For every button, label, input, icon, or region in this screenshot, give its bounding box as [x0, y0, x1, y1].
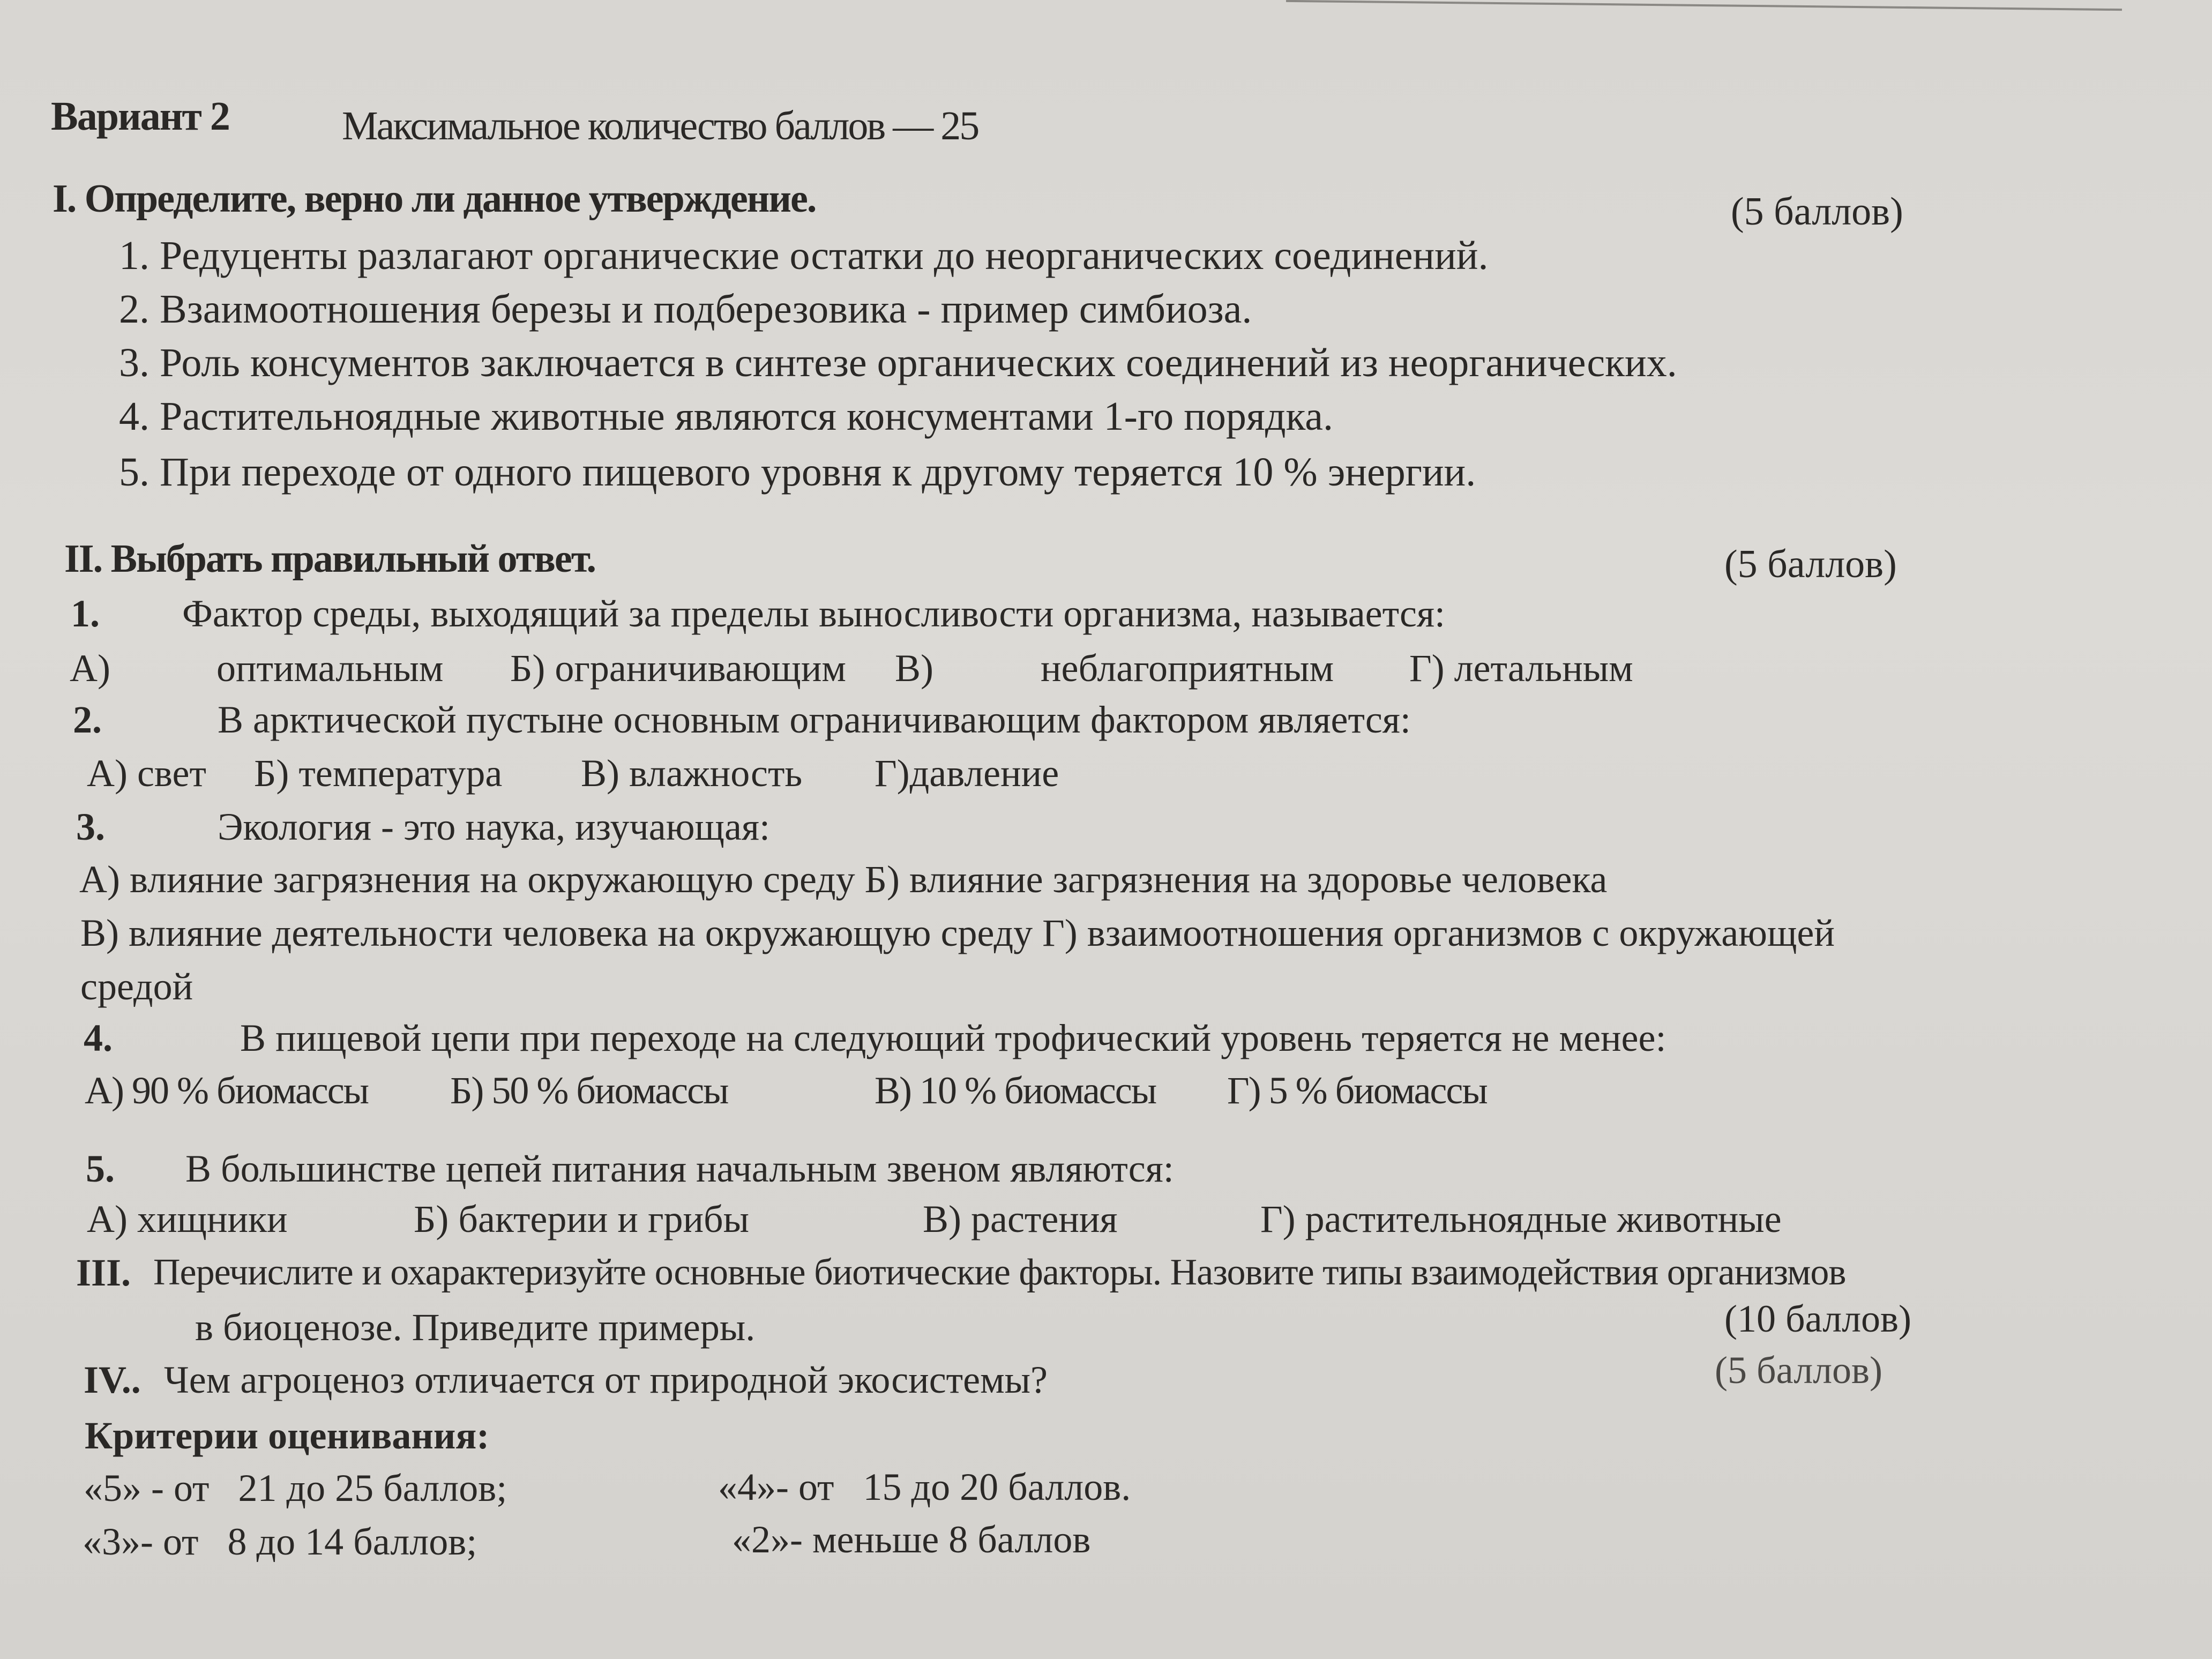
answer-option: Б) ограничивающим — [510, 647, 846, 690]
section1-item: 5. При переходе от одного пищевого уровня к другому теряется 10 % энергии. — [119, 450, 1476, 495]
answer-option: Г) растительноядные животные — [1260, 1198, 1782, 1240]
answer-option: Б) бактерии и грибы — [414, 1198, 750, 1240]
answer-option: А) свет — [87, 752, 206, 795]
criteria-grade-2: «2»- меньше 8 баллов — [732, 1518, 1091, 1561]
section1-points: (5 баллов) — [1731, 190, 1903, 234]
variant-label: Вариант 2 — [51, 94, 229, 139]
section3-text: Перечислите и охарактеризуйте основные биотические факторы. Назовите типы взаимодействия организмов — [153, 1252, 1846, 1293]
answer-option: А) 90 % биомассы — [85, 1069, 369, 1112]
answer-option: В) 10 % биомассы — [875, 1069, 1156, 1112]
question-text: Экология - это наука, изучающая: — [218, 805, 771, 848]
max-score-label: Максимальное количество баллов — 25 — [342, 103, 978, 148]
question-number: 3. — [76, 805, 105, 848]
answer-line: В) влияние деятельности человека на окружающую среду Г) взаимоотношения организмов с окружающей — [80, 911, 1835, 954]
answer-option: Г) летальным — [1409, 647, 1633, 690]
question-number: 1. — [71, 592, 100, 635]
section3-text: в биоценозе. Приведите примеры. — [195, 1306, 756, 1349]
criteria-title: Критерии оценивания: — [85, 1414, 490, 1457]
section2-points: (5 баллов) — [1724, 542, 1897, 586]
answer-line: А) влияние загрязнения на окружающую среду Б) влияние загрязнения на здоровье человека — [79, 858, 1608, 901]
question-number: 2. — [73, 698, 102, 741]
section3-points: (10 баллов) — [1724, 1297, 1912, 1340]
criteria-grade-5: «5» - от 21 до 25 баллов; — [84, 1467, 507, 1509]
answer-line: средой — [80, 965, 193, 1008]
answer-option: оптимальным — [216, 647, 444, 690]
section1-item: 1. Редуценты разлагают органические остатки до неорганических соединений. — [119, 233, 1489, 278]
criteria-grade-3: «3»- от 8 до 14 баллов; — [83, 1520, 477, 1563]
answer-option: Б) температура — [254, 752, 503, 795]
answer-option: А) хищники — [87, 1198, 288, 1240]
section1-item: 3. Роль консументов заключается в синтезе органических соединений из неорганических. — [119, 340, 1677, 385]
answer-option: Г) 5 % биомассы — [1227, 1069, 1487, 1112]
answer-option: В) — [895, 647, 933, 690]
answer-option: А) — [70, 647, 110, 690]
question-text: В арктической пустыне основным ограничивающим фактором является: — [218, 698, 1411, 741]
answer-option: неблагоприятным — [1041, 647, 1334, 690]
question-text: В пищевой цепи при переходе на следующий трофический уровень теряется не менее: — [240, 1017, 1667, 1059]
page-edge-line — [1286, 0, 2122, 11]
section4-text: Чем агроценоз отличается от природной экосистемы? — [164, 1358, 1048, 1401]
section1-item: 4. Растительноядные животные являются консументами 1-го порядка. — [119, 394, 1334, 439]
criteria-grade-4: «4»- от 15 до 20 баллов. — [718, 1466, 1131, 1508]
answer-option: Б) 50 % биомассы — [450, 1069, 728, 1112]
section1-item: 2. Взаимоотношения березы и подберезовика - пример симбиоза. — [119, 287, 1252, 332]
answer-option: В) влажность — [581, 752, 803, 795]
question-text: В большинстве цепей питания начальным звеном являются: — [185, 1147, 1174, 1190]
question-text: Фактор среды, выходящий за пределы выносливости организма, называется: — [182, 592, 1446, 635]
section1-title: I. Определите, верно ли данное утверждение. — [53, 177, 816, 221]
question-number: 4. — [84, 1017, 113, 1059]
answer-option: В) растения — [923, 1198, 1118, 1240]
section2-title: II. Выбрать правильный ответ. — [64, 537, 596, 581]
section4-points: (5 баллов) — [1715, 1349, 1883, 1392]
question-number: 5. — [86, 1147, 115, 1190]
section3-number: III. — [76, 1251, 131, 1294]
answer-option: Г)давление — [875, 752, 1059, 795]
section4-number: IV.. — [84, 1358, 141, 1401]
